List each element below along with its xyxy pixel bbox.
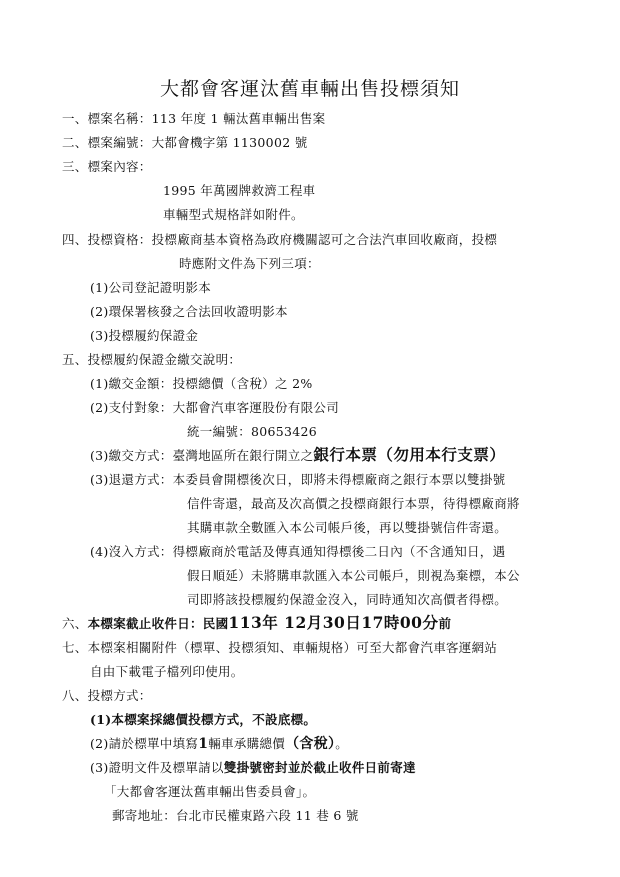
section-5-item-forfeit-1: (4)沒入方式：得標廠商於電話及傳真通知得標後二日內（不含通知日，遇 — [90, 544, 506, 559]
section-8-committee-name: 「大都會客運汰舊車輛出售委員會」。 — [104, 784, 316, 799]
section-5-item-refund-3: 其購車款全數匯入本公司帳戶後，再以雙掛號信件寄還。 — [187, 520, 508, 535]
section-5-item-forfeit-3: 司即將該投標履約保證金沒入，同時通知次高價者得標。 — [187, 592, 508, 607]
section-5-item-method — [90, 447, 505, 464]
document-title: 大都會客運汰舊車輛出售投標須知 — [159, 78, 460, 100]
section-4-item-1: (1)公司登記證明影本 — [90, 280, 212, 295]
section-3-spec-note: 車輛型式規格詳如附件。 — [163, 207, 304, 222]
section-2-case-number: 二、標案編號：大都會機字第 1130002 號 — [62, 135, 308, 150]
tax-included-emphasis: （含稅） — [285, 736, 336, 752]
section-5-item-refund-2: 信件寄還，最高及次高價之投標商銀行本票，待得標廠商將 — [187, 496, 520, 511]
cashier-check-emphasis: 銀行本票（勿用本行支票） — [313, 445, 506, 464]
section-8-item-3: (3)證明文件及標單請以雙掛號密封並於截止收件日前寄達 — [90, 760, 416, 775]
section-8-label: 八、投標方式： — [62, 688, 152, 703]
method-text: (3)繳交方式：臺灣地區所在銀行開立之 — [90, 448, 314, 463]
section-5-item-forfeit-2: 假日順延）未將購車款匯入本公司帳戶，則視為棄標，本公 — [187, 568, 520, 583]
deadline-label: 本標案截止收件日：民國 — [87, 616, 229, 631]
section-5-label: 五、投標履約保證金繳交說明： — [62, 352, 242, 367]
section-3-vehicle: 1995 年萬國牌救濟工程車 — [163, 183, 316, 198]
section-1-case-name: 一、標案名稱：113 年度 1 輛汰舊車輛出售案 — [62, 111, 326, 126]
section-5-item-refund-1: (3)退還方式：本委員會開標後次日，即將未得標廠商之銀行本票以雙掛號 — [90, 472, 506, 487]
section-5-item-amount: (1)繳交金額：投標總價（含稅）之 2% — [90, 376, 313, 391]
registered-mail-emphasis: 雙掛號密封並於截止收件日前寄達 — [223, 760, 416, 775]
section-3-label: 三、標案內容： — [62, 159, 152, 174]
section-8-item-2: (2)請於標單中填寫1輛車承購總價（含稅）。 — [90, 736, 349, 752]
section-8-mailing-address: 郵寄地址：台北市民權東路六段 11 巷 6 號 — [112, 808, 359, 823]
section-6-deadline: 六、本標案截止收件日：民國113年 12月30日17時00分前 — [62, 613, 452, 632]
section-5-tax-id: 統一編號：80653426 — [187, 424, 318, 439]
section-7-download-note: 自由下載電子檔列印使用。 — [90, 664, 244, 679]
section-4-docs-intro: 時應附文件為下列三項： — [179, 256, 320, 271]
section-4-item-2: (2)環保署核發之合法回收證明影本 — [90, 304, 288, 319]
section-5-item-payee: (2)支付對象：大都會汽車客運股份有限公司 — [90, 400, 340, 415]
section-7-attachments: 七、本標案相關附件（標單、投標須知、車輛規格）可至大都會汽車客運網站 — [62, 640, 498, 655]
section-8-item-1: (1)本標案採總價投標方式，不設底標。 — [90, 712, 317, 727]
section-4-qualification: 四、投標資格：投標廠商基本資格為政府機關認可之合法汽車回收廠商，投標 — [62, 232, 498, 247]
deadline-date: 113年 12月30日17時00分 — [228, 613, 439, 632]
section-4-item-3: (3)投標履約保證金 — [90, 328, 199, 343]
